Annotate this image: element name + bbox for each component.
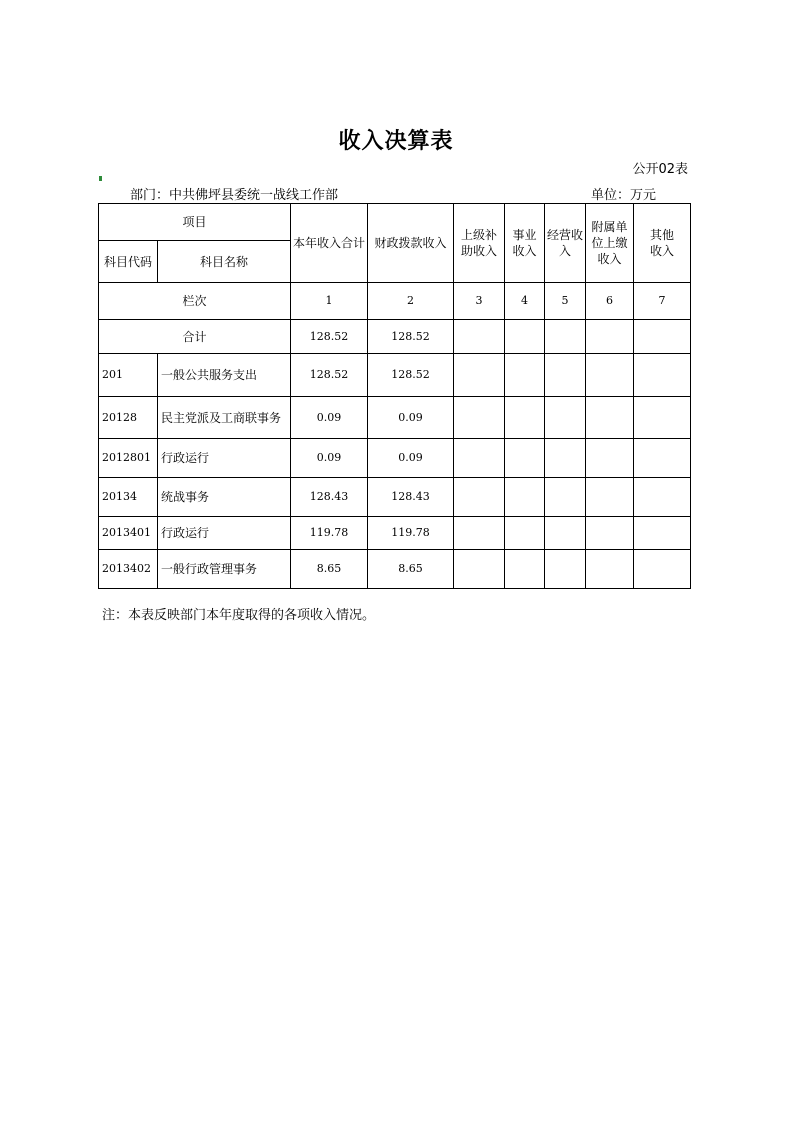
total-income-value: 8.65	[291, 550, 368, 589]
fiscal-value: 128.52	[368, 354, 454, 397]
header-superior: 上级补助收入	[454, 204, 505, 283]
total-income-value: 128.52	[291, 320, 368, 354]
fiscal-value: 0.09	[368, 397, 454, 439]
table-row	[99, 397, 691, 439]
header-name: 科目名称	[158, 241, 291, 283]
col-num: 4	[505, 283, 545, 320]
unit-label: 单位：万元	[591, 188, 657, 203]
header-other: 其他收入	[634, 204, 691, 283]
total-income-value: 128.52	[291, 354, 368, 397]
col-num: 5	[545, 283, 586, 320]
footnote: 注：本表反映部门本年度取得的各项收入情况。	[102, 608, 376, 623]
total-income-value: 0.09	[291, 397, 368, 439]
col-num: 6	[586, 283, 634, 320]
header-code: 科目代码	[99, 241, 158, 283]
table-row	[99, 439, 691, 478]
subject-name: 一般公共服务支出	[158, 354, 291, 397]
header-operating: 经营收入	[545, 204, 586, 283]
header-fiscal: 财政拨款收入	[368, 204, 454, 283]
table-row	[99, 478, 691, 517]
subject-code: 2012801	[99, 439, 158, 478]
fiscal-value: 0.09	[368, 439, 454, 478]
table-row	[99, 550, 691, 589]
total-income-value: 128.43	[291, 478, 368, 517]
subject-code: 201	[99, 354, 158, 397]
col-num: 1	[291, 283, 368, 320]
fiscal-value: 8.65	[368, 550, 454, 589]
fiscal-value: 119.78	[368, 517, 454, 550]
subject-code: 2013402	[99, 550, 158, 589]
table-row	[99, 354, 691, 397]
subject-name: 民主党派及工商联事务	[158, 397, 291, 439]
total-income-value: 119.78	[291, 517, 368, 550]
header-affiliated: 附属单位上缴收入	[586, 204, 634, 283]
header-business: 事业收入	[505, 204, 545, 283]
header-item: 项目	[99, 204, 291, 241]
department-label: 部门：中共佛坪县委统一战线工作部	[130, 188, 339, 203]
subject-code: 20134	[99, 478, 158, 517]
cell-marker	[99, 176, 102, 181]
column-order-label: 栏次	[99, 283, 291, 320]
total-label: 合计	[99, 320, 291, 354]
subject-code: 2013401	[99, 517, 158, 550]
subject-name: 统战事务	[158, 478, 291, 517]
total-income-value: 0.09	[291, 439, 368, 478]
col-num: 7	[634, 283, 691, 320]
header-total-income: 本年收入合计	[291, 204, 368, 283]
subject-code: 20128	[99, 397, 158, 439]
page-title: 收入决算表	[338, 129, 454, 154]
form-number: 公开02表	[632, 162, 688, 177]
income-table	[98, 203, 691, 589]
table-row	[99, 517, 691, 550]
col-num: 3	[454, 283, 505, 320]
col-num: 2	[368, 283, 454, 320]
subject-name: 一般行政管理事务	[158, 550, 291, 589]
subject-name: 行政运行	[158, 517, 291, 550]
subject-name: 行政运行	[158, 439, 291, 478]
table-row-total	[99, 320, 691, 354]
fiscal-value: 128.43	[368, 478, 454, 517]
total-fiscal-value: 128.52	[368, 320, 454, 354]
